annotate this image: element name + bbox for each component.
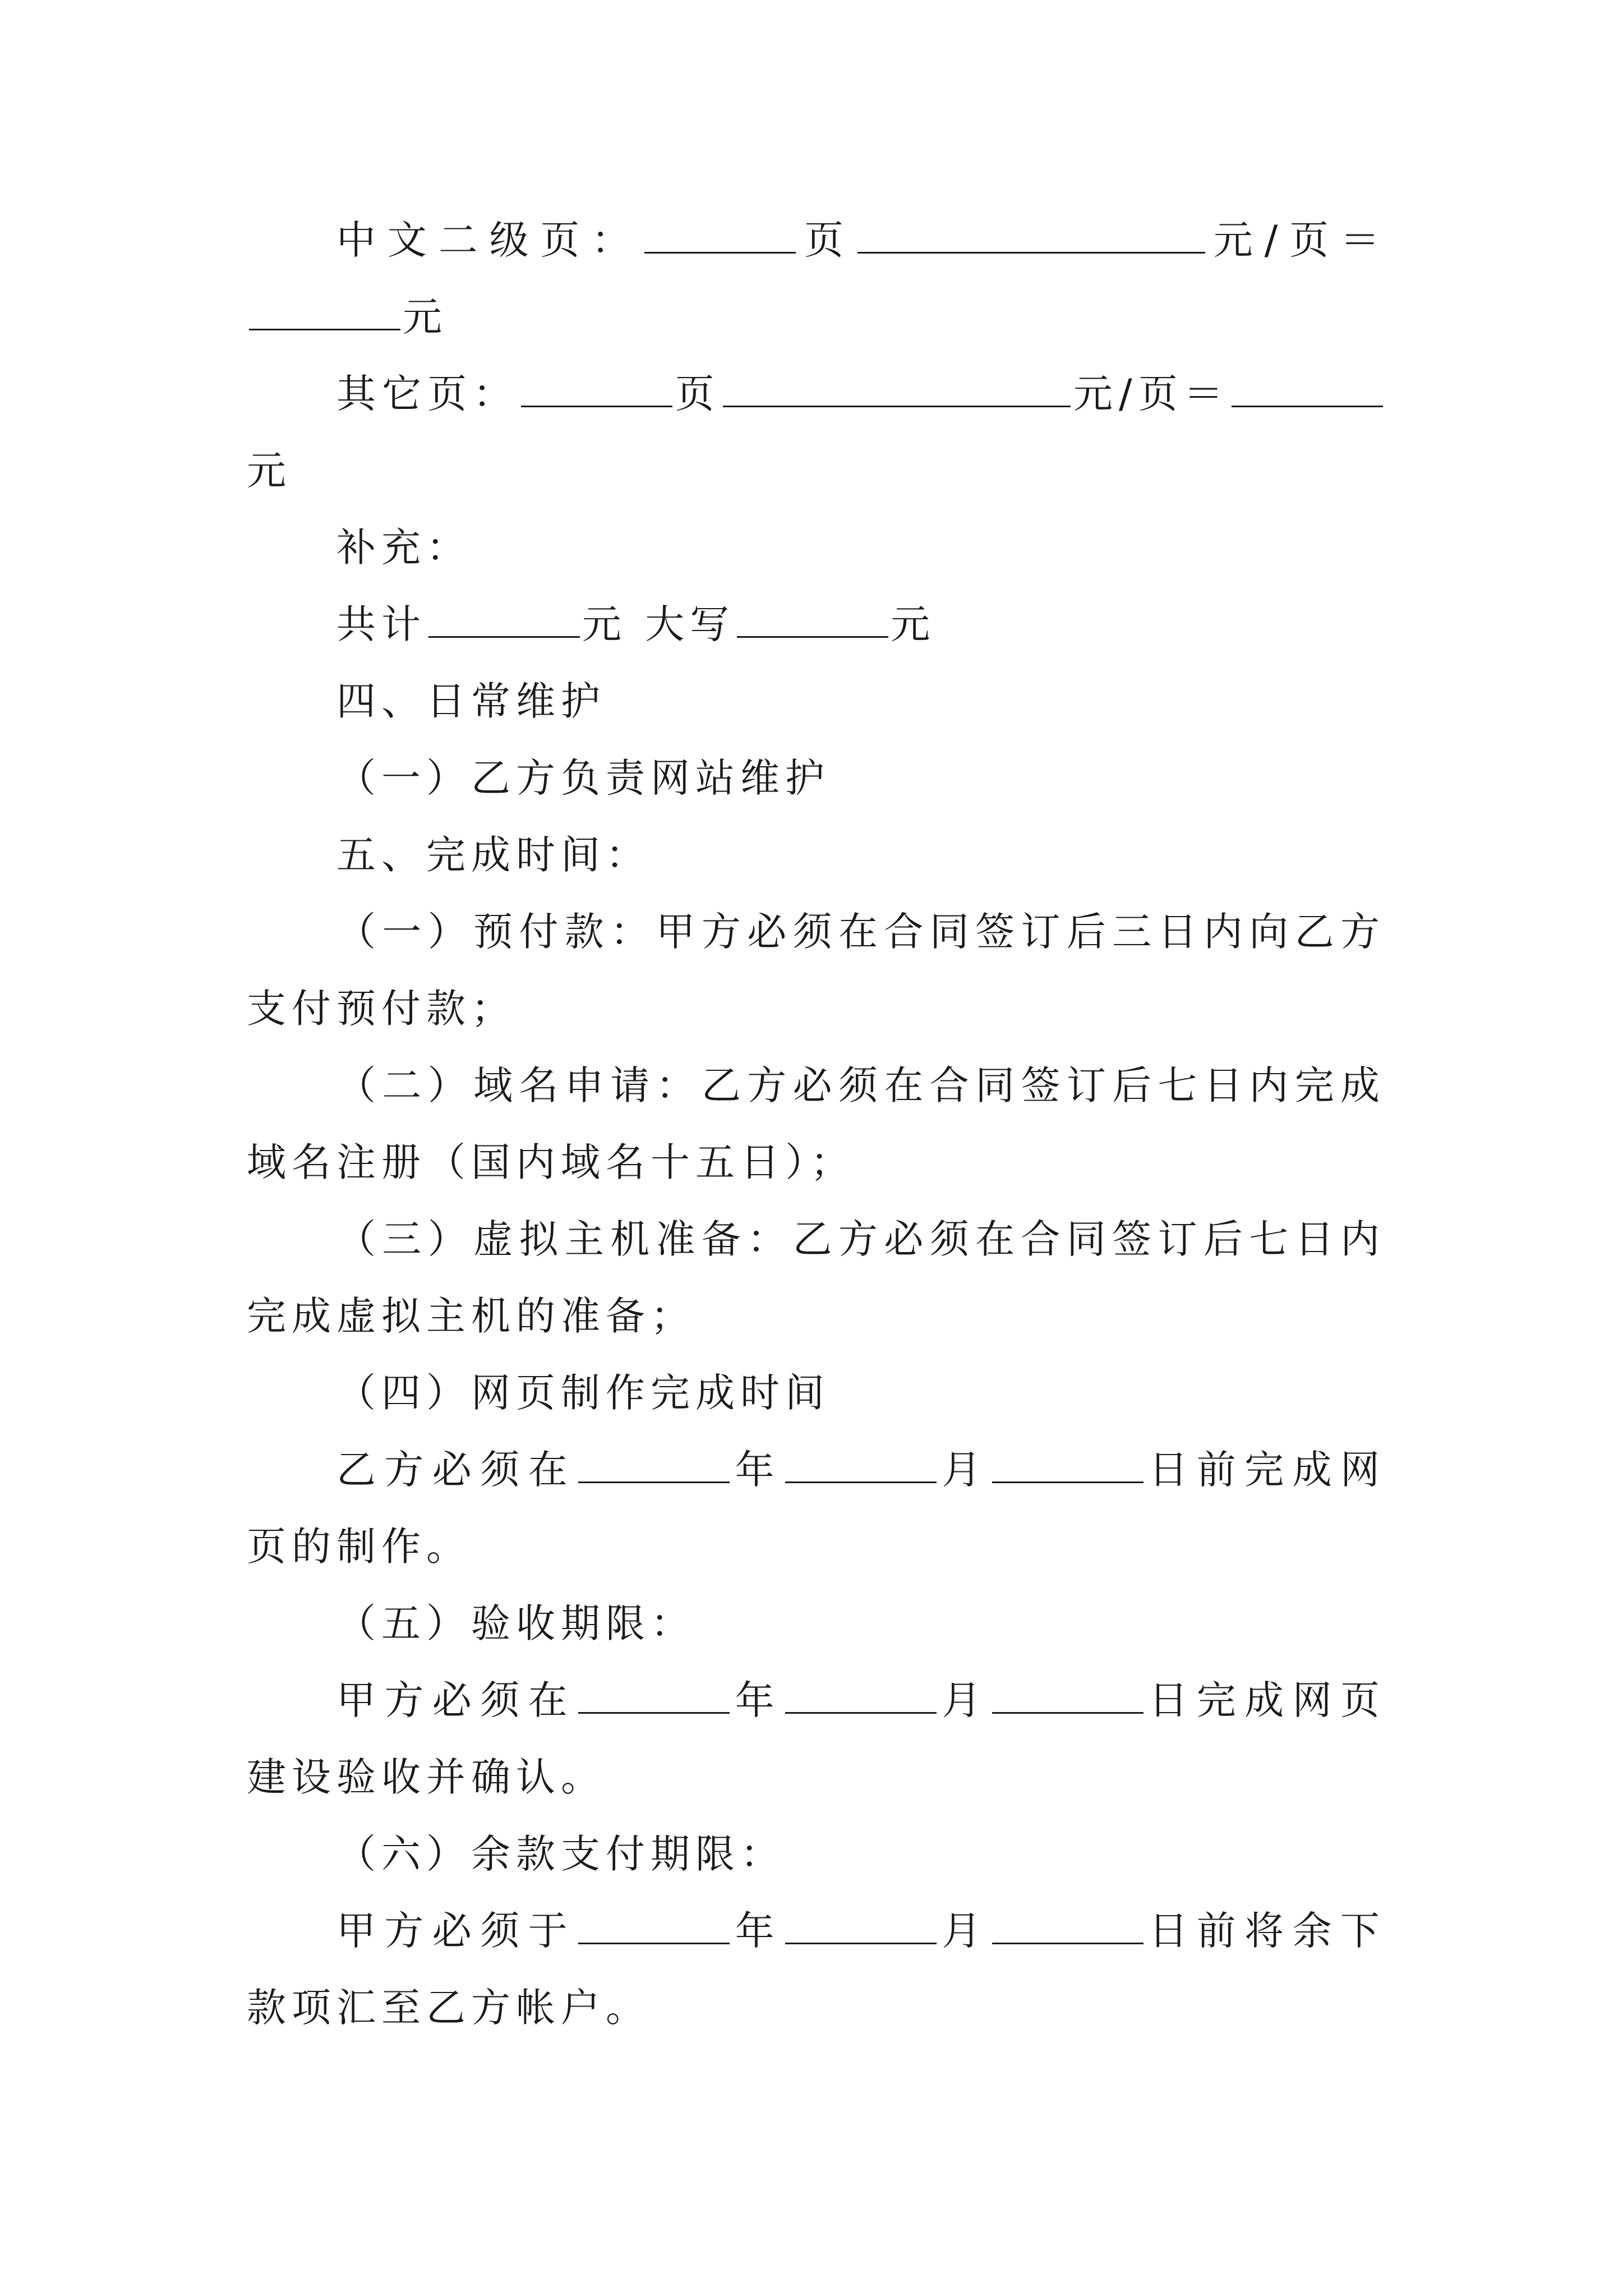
unit-page: 页	[674, 371, 721, 417]
label-total: 共计	[336, 601, 426, 647]
paragraph-domain-application: （二）域名申请：乙方必须在合同签订后七日内完成域名注册（国内域名十五日）；	[247, 1062, 1385, 1185]
blank-amount-in-words	[737, 604, 888, 638]
paragraph-supplement: 补充：	[336, 524, 471, 570]
blank-month	[785, 1910, 937, 1944]
blank-day	[992, 1449, 1144, 1483]
paragraph-balance-payment-heading: （六）余款支付期限：	[336, 1831, 785, 1877]
blank-year	[578, 1449, 730, 1483]
heading-completion-time: 五、完成时间：	[336, 832, 651, 878]
blank-total-amount	[428, 604, 580, 638]
paragraph-chinese-secondary-pages	[247, 202, 1385, 356]
unit-yuan: 元	[891, 601, 936, 647]
label-chinese-secondary-pages: 中文二级页：	[336, 217, 643, 263]
paragraph-total	[247, 586, 1385, 663]
text-lead: 乙方必须在	[336, 1447, 577, 1493]
heading-daily-maintenance: 四、日常维护	[336, 678, 606, 724]
paragraph-acceptance-date	[247, 1662, 1385, 1816]
blank-unit-price	[723, 373, 1071, 407]
text-tail: 日前将余下款项汇至乙方帐户。	[247, 1908, 1386, 2031]
paragraph-maintenance-clause: （一）乙方负责网站维护	[336, 755, 830, 801]
paragraph-acceptance-heading: （五）验收期限：	[336, 1600, 695, 1646]
label-other-pages: 其它页：	[336, 371, 519, 417]
document-body	[247, 202, 1385, 2046]
unit-yuan: 元	[247, 448, 292, 494]
blank-year	[578, 1910, 730, 1944]
blank-page-count	[644, 219, 796, 254]
paragraph-other-pages	[247, 356, 1385, 509]
paragraph-balance-payment-date	[247, 1893, 1385, 2046]
blank-subtotal	[1232, 373, 1383, 407]
unit-month: 月	[939, 1908, 990, 1954]
label-in-words: 元 大写	[582, 601, 735, 647]
blank-subtotal	[249, 296, 400, 330]
text-tail: 日完成网页建设验收并确认。	[247, 1677, 1386, 1800]
unit-yuan: 元	[403, 294, 448, 340]
unit-year: 年	[732, 1447, 783, 1493]
unit-price-per-page: 元/页＝	[1072, 371, 1230, 417]
unit-month: 月	[939, 1447, 990, 1493]
paragraph-prepayment: （一）预付款：甲方必须在合同签订后三日内向乙方支付预付款；	[247, 909, 1385, 1032]
blank-year	[578, 1680, 730, 1714]
unit-month: 月	[939, 1677, 990, 1723]
blank-day	[992, 1680, 1144, 1714]
blank-month	[785, 1680, 937, 1714]
unit-page: 页	[798, 217, 855, 263]
unit-year: 年	[732, 1908, 783, 1954]
text-lead: 甲方必须在	[336, 1677, 577, 1723]
paragraph-webpage-completion-date	[247, 1432, 1385, 1585]
text-tail: 日前完成网页的制作。	[247, 1447, 1386, 1570]
text-lead: 甲方必须于	[336, 1908, 577, 1954]
blank-month	[785, 1449, 937, 1483]
blank-day	[992, 1910, 1144, 1944]
blank-page-count	[521, 373, 672, 407]
unit-price-per-page: 元/页＝	[1207, 217, 1385, 263]
paragraph-webpage-completion-heading: （四）网页制作完成时间	[336, 1370, 830, 1416]
blank-unit-price	[857, 219, 1205, 254]
paragraph-virtual-host: （三）虚拟主机准备：乙方必须在合同签订后七日内完成虚拟主机的准备；	[247, 1216, 1385, 1339]
unit-year: 年	[732, 1677, 783, 1723]
